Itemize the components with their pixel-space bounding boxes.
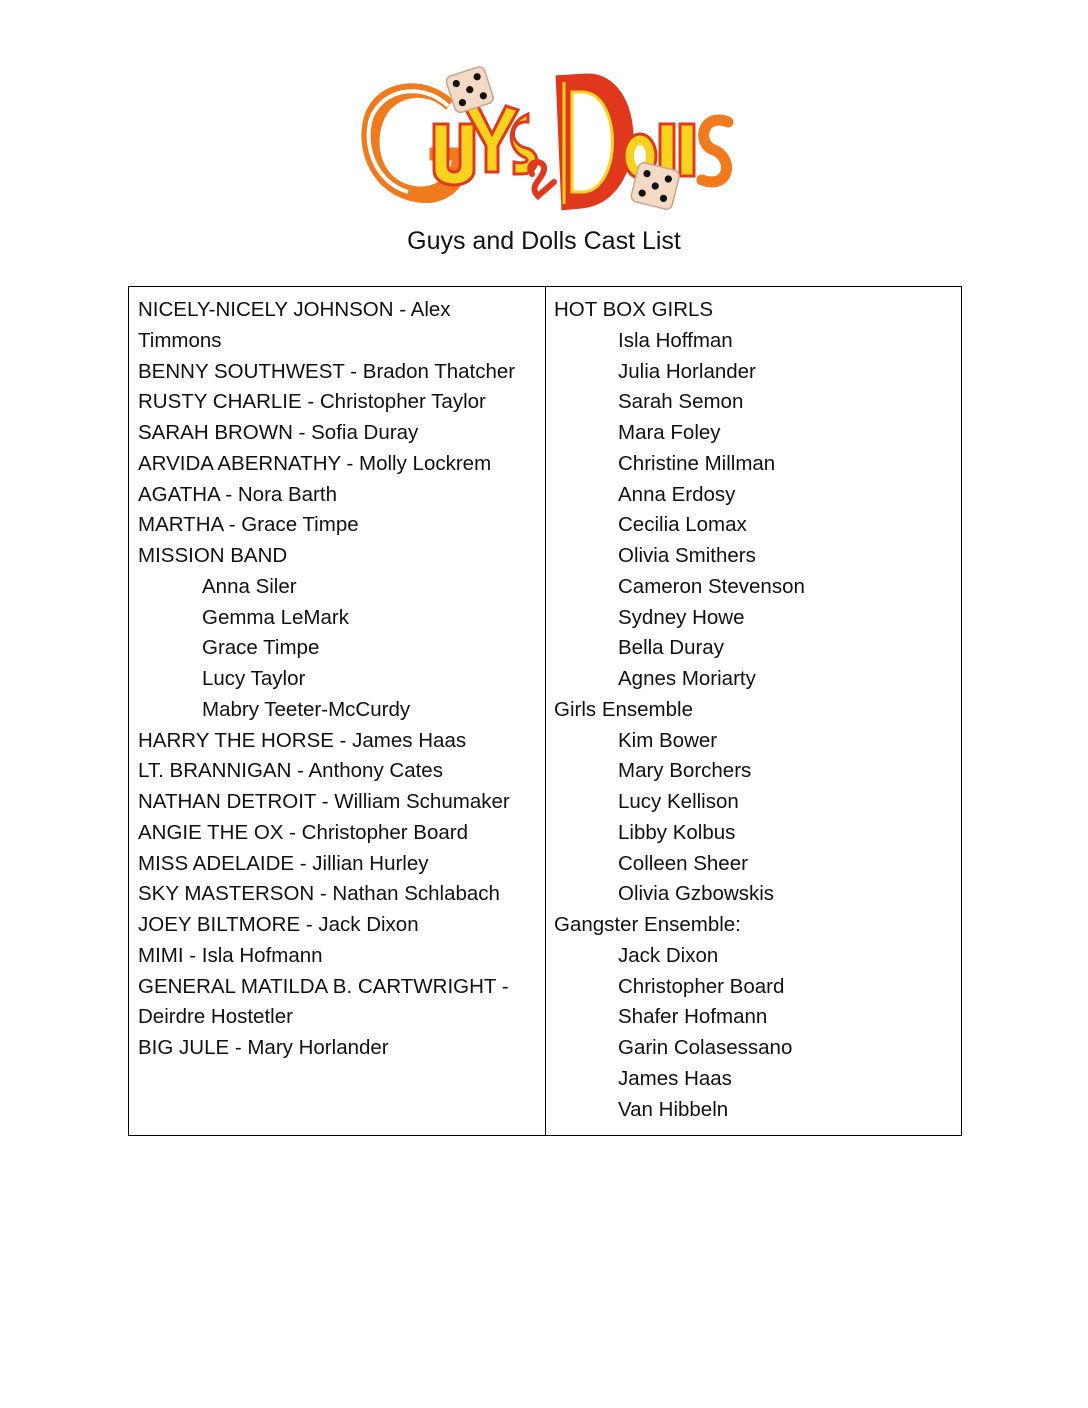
cast-member-name: Libby Kolbus: [618, 820, 736, 844]
cast-member-name: Julia Horlander: [618, 359, 756, 383]
left-column: [129, 287, 545, 1135]
cast-member-name: Agnes Moriarty: [618, 667, 756, 690]
cast-member-name: James Haas: [618, 1066, 732, 1090]
cast-member-name: Gemma LeMark: [202, 605, 349, 629]
cast-member-name: Mara Foley: [618, 421, 721, 444]
cast-member-name: Anna Siler: [202, 574, 297, 598]
cast-member-name: Lucy Taylor: [202, 667, 306, 690]
cast-member-name: Garin Colasessano: [618, 1036, 793, 1059]
role-entry: HOT BOX GIRLS: [554, 298, 714, 321]
role-entry: Deirdre Hostetler: [138, 1005, 293, 1029]
role-entry: Timmons: [138, 328, 222, 352]
role-entry: ARVIDA ABERNATHY - Molly Lockrem: [138, 451, 492, 475]
cast-member-name: Anna Erdosy: [618, 482, 736, 506]
cast-member-name: Kim Bower: [618, 728, 718, 752]
cast-member-name: Olivia Gzbowskis: [618, 882, 775, 906]
cast-member-name: Jack Dixon: [618, 943, 719, 967]
cast-member-name: Cecilia Lomax: [618, 513, 747, 537]
role-entry: RUSTY CHARLIE - Christopher Taylor: [138, 390, 486, 414]
role-entry: SKY MASTERSON - Nathan Schlabach: [138, 882, 500, 906]
role-entry: ANGIE THE OX - Christopher Board: [138, 820, 469, 844]
page-title: Guys and Dolls Cast List: [407, 227, 681, 255]
role-entry: Gangster Ensemble:: [554, 913, 741, 936]
right-column: [545, 287, 961, 1135]
cast-member-name: Christine Millman: [618, 451, 776, 475]
role-entry: BENNY SOUTHWEST - Bradon Thatcher: [138, 359, 516, 383]
cast-member-name: Cameron Stevenson: [618, 574, 805, 598]
role-entry: AGATHA - Nora Barth: [138, 482, 337, 506]
cast-table: [128, 286, 962, 1136]
cast-member-name: Van Hibbeln: [618, 1097, 729, 1121]
role-entry: MISS ADELAIDE - Jillian Hurley: [138, 851, 429, 875]
cast-member-name: Christopher Board: [618, 974, 785, 998]
role-entry: HARRY THE HORSE - James Haas: [138, 728, 467, 752]
cast-member-name: Bella Duray: [618, 636, 724, 660]
guys-and-dolls-logo: [350, 62, 740, 220]
role-entry: Girls Ensemble: [554, 697, 693, 721]
role-entry: SARAH BROWN - Sofia Duray: [138, 421, 419, 444]
role-entry: NICELY-NICELY JOHNSON - Alex: [138, 298, 451, 321]
role-entry: GENERAL MATILDA B. CARTWRIGHT -: [138, 974, 509, 998]
cast-member-name: Isla Hoffman: [618, 328, 733, 352]
cast-member-name: Mary Borchers: [618, 759, 752, 783]
role-entry: MIMI - Isla Hofmann: [138, 943, 323, 967]
role-entry: MISSION BAND: [138, 544, 288, 567]
cast-member-name: Colleen Sheer: [618, 851, 748, 875]
role-entry: MARTHA - Grace Timpe: [138, 513, 359, 537]
cast-member-name: Shafer Hofmann: [618, 1005, 768, 1029]
cast-member-name: Sydney Howe: [618, 605, 745, 629]
role-entry: JOEY BILTMORE - Jack Dixon: [138, 913, 419, 936]
cast-member-name: Grace Timpe: [202, 636, 320, 660]
cast-member-name: Mabry Teeter-McCurdy: [202, 697, 411, 721]
role-entry: BIG JULE - Mary Horlander: [138, 1036, 389, 1059]
cast-member-name: Olivia Smithers: [618, 544, 756, 567]
cast-member-name: Lucy Kellison: [618, 790, 739, 813]
cast-member-name: Sarah Semon: [618, 390, 744, 414]
role-entry: LT. BRANNIGAN - Anthony Cates: [138, 759, 443, 783]
role-entry: NATHAN DETROIT - William Schumaker: [138, 790, 510, 813]
